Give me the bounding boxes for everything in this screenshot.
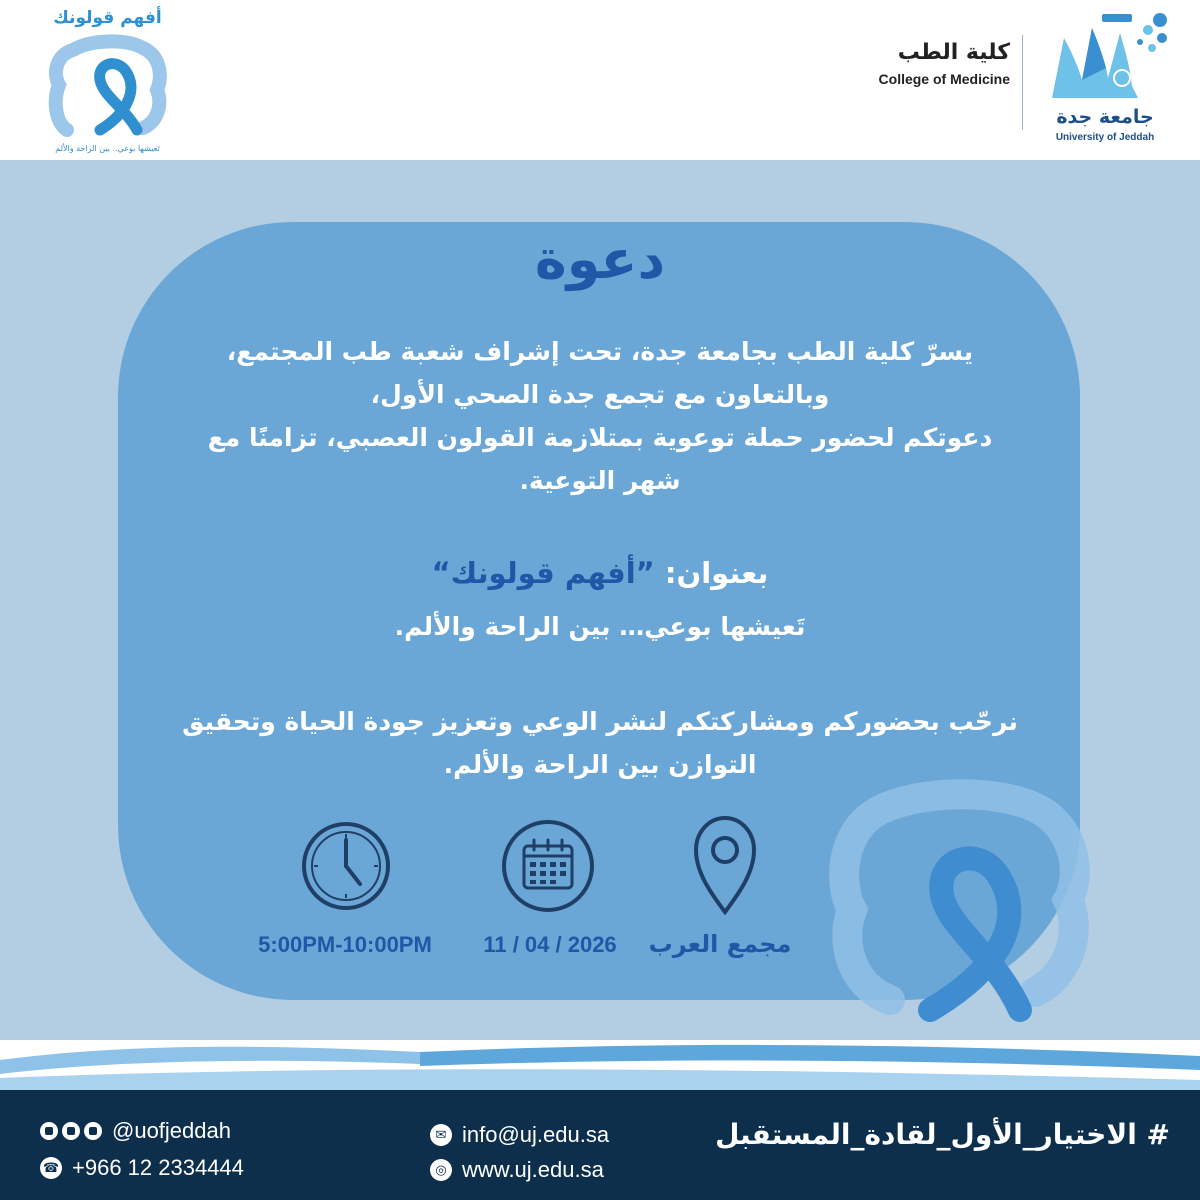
- college-name-en: College of Medicine: [878, 71, 1010, 87]
- event-title: ”أفهم قولونك“: [431, 556, 655, 590]
- phone-number-text[interactable]: +966 12 2334444: [72, 1155, 244, 1180]
- campaign-logo-tagline: تَعيشها بوعي.. بين الراحة والألم: [55, 144, 160, 153]
- email-text[interactable]: info@uj.edu.sa: [462, 1122, 610, 1147]
- twitter-icon: [62, 1122, 80, 1140]
- snapchat-icon: [84, 1122, 102, 1140]
- event-time: 5:00PM-10:00PM: [258, 932, 432, 957]
- campaign-logo-title: أفهم قولونك: [53, 8, 162, 28]
- social-handle[interactable]: [40, 1118, 231, 1144]
- closing-line: نرحّب بحضوركم ومشاركتكم لنشر الوعي وتعزيز جودة الحياة وتحقيق: [182, 707, 1018, 736]
- phone-number[interactable]: [40, 1155, 244, 1181]
- header: [0, 0, 1200, 160]
- intro-line: دعوتكم لحضور حملة توعوية بمتلازمة القولون العصبي، تزامنًا مع: [207, 423, 993, 452]
- event-subtitle: تَعيشها بوعي… بين الراحة والألم.: [394, 612, 806, 641]
- event-date: 11 / 04 / 2026: [483, 932, 617, 957]
- intro-line: شهر التوعية.: [519, 466, 681, 495]
- social-handle-text[interactable]: @uofjeddah: [112, 1118, 231, 1143]
- colon-ribbon-icon: [45, 30, 170, 142]
- calendar-icon: [500, 818, 596, 914]
- college-name-ar: كلية الطب: [897, 40, 1010, 65]
- intro-line: وبالتعاون مع تجمع جدة الصحي الأول،: [370, 380, 830, 409]
- colon-ribbon-illustration: [820, 760, 1090, 1030]
- header-divider: [1022, 35, 1023, 130]
- email-icon: ✉: [430, 1124, 452, 1146]
- invitation-intro: [160, 330, 1040, 502]
- website[interactable]: [430, 1157, 604, 1183]
- event-location: مجمع العرب: [648, 930, 792, 958]
- phone-icon: ☎: [40, 1157, 62, 1179]
- hashtag: # الاختيار_الأول_لقادة_المستقبل: [715, 1118, 1170, 1151]
- campaign-logo: [35, 8, 180, 158]
- college-name: [850, 40, 1010, 110]
- university-name-ar: جامعة جدة: [1056, 106, 1154, 128]
- location-pin-icon: [690, 812, 760, 922]
- website-text[interactable]: www.uj.edu.sa: [462, 1157, 604, 1182]
- clock-icon: [298, 818, 394, 914]
- university-emblem-icon: [1042, 8, 1172, 103]
- globe-icon: ◎: [430, 1159, 452, 1181]
- intro-line: يسرّ كلية الطب بجامعة جدة، تحت إشراف شعبة طب المجتمع،: [226, 337, 974, 366]
- university-name-en: University of Jeddah: [1055, 132, 1155, 143]
- event-title-line: [160, 556, 1040, 590]
- closing-line: التوازن بين الراحة والألم.: [443, 750, 757, 779]
- university-logo: [1040, 8, 1190, 148]
- social-icons: [40, 1122, 102, 1140]
- event-title-prefix: بعنوان:: [654, 556, 769, 590]
- instagram-icon: [40, 1122, 58, 1140]
- footer-waves: [0, 1040, 1200, 1090]
- invitation-title: دعوة: [534, 228, 666, 291]
- email-address[interactable]: [430, 1122, 609, 1148]
